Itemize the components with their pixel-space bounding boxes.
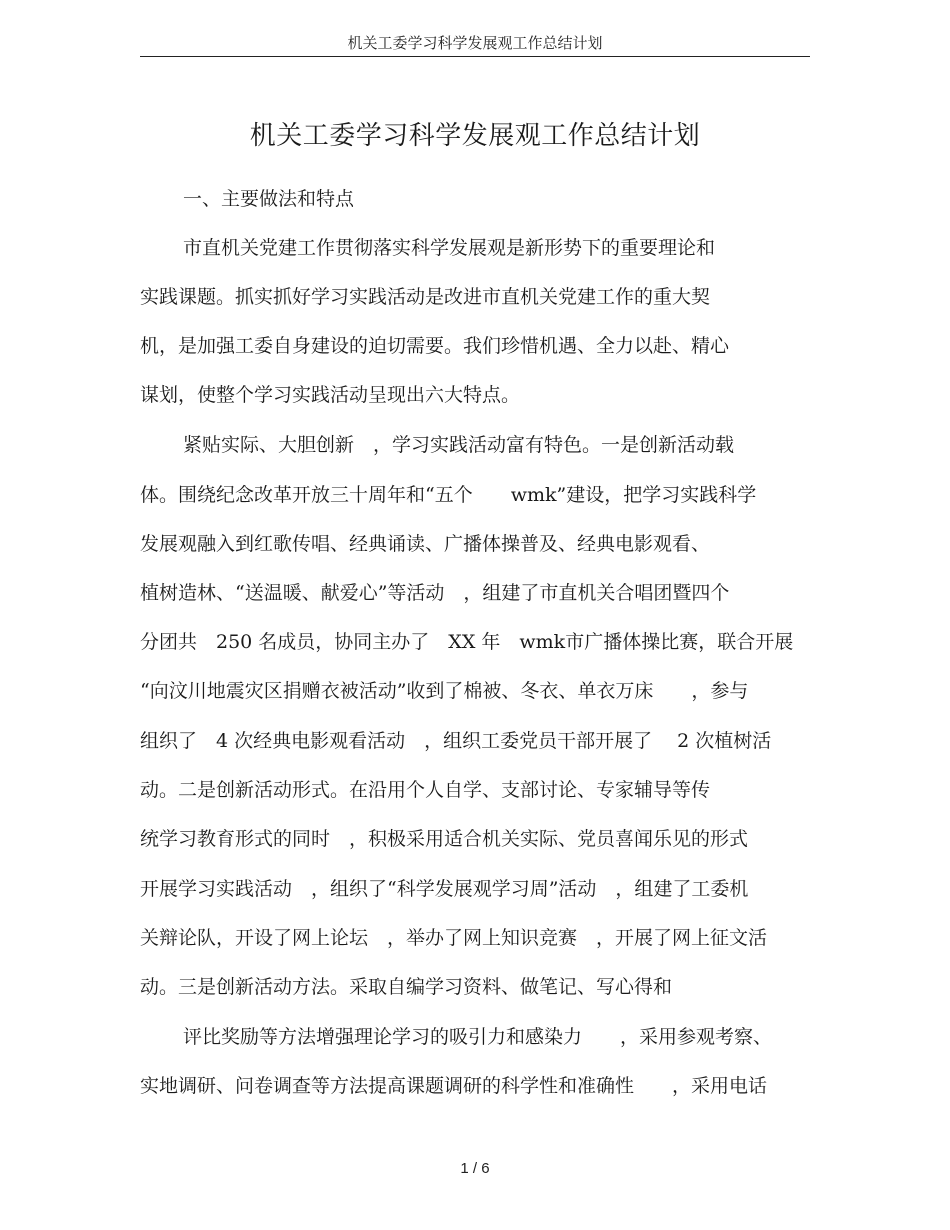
paragraph-line: 实践课题。抓实抓好学习实践活动是改进市直机关党建工作的重大契: [140, 286, 711, 308]
paragraph-line: 谋划，使整个学习实践活动呈现出六大特点。: [140, 384, 521, 406]
paragraph-line: 实地调研、问卷调查等方法提高课题调研的科学性和准确性 ，采用电话: [140, 1075, 768, 1097]
paragraph-line: 分团共 250 名成员，协同主办了 XX 年 wmk市广播体操比赛，联合开展: [140, 631, 794, 653]
paragraph-line: 组织了 4 次经典电影观看活动 ，组织工委党员干部开展了 2 次植树活: [140, 730, 772, 752]
paragraph-line: 开展学习实践活动 ，组织了“科学发展观学习周”活动 ，组建了工委机: [140, 878, 749, 900]
paragraph-line: 植树造林、“送温暖、献爱心”等活动 ，组建了市直机关合唱团暨四个: [140, 582, 730, 604]
paragraph-line: 市直机关党建工作贯彻落实科学发展观是新形势下的重要理论和: [183, 237, 716, 259]
paragraph-line: 关辩论队，开设了网上论坛 ，举办了网上知识竞赛 ，开展了网上征文活: [140, 927, 768, 949]
paragraph-line: 机，是加强工委自身建设的迫切需要。我们珍惜机遇、全力以赴、精心: [140, 335, 730, 357]
paragraph-line: 统学习教育形式的同时 ，积极采用适合机关实际、党员喜闻乐见的形式: [140, 828, 749, 850]
running-header: 机关工委学习科学发展观工作总结计划: [140, 30, 810, 57]
paragraph-line: 动。二是创新活动形式。在沿用个人自学、支部讨论、专家辅导等传: [140, 779, 711, 801]
paragraph-line: 体。围绕纪念改革开放三十周年和“五个 wmk”建设，把学习实践科学: [140, 484, 757, 506]
paragraph-line: 发展观融入到红歌传唱、经典诵读、广播体操普及、经典电影观看、: [140, 533, 711, 555]
paragraph-line: 评比奖励等方法增强理论学习的吸引力和感染力 ，采用参观考察、: [183, 1026, 773, 1048]
paragraph-line: “向汶川地震灾区捐赠衣被活动”收到了棉被、冬衣、单衣万床 ，参与: [140, 680, 749, 702]
paragraph-line: 动。三是创新活动方法。采取自编学习资料、做笔记、写心得和: [140, 976, 673, 998]
paragraph-line: 紧贴实际、大胆创新 ，学习实践活动富有特色。一是创新活动载: [183, 434, 735, 456]
section-heading: 一、主要做法和特点: [183, 188, 355, 210]
document-title: 机关工委学习科学发展观工作总结计划: [249, 121, 701, 151]
page-number: 1 / 6: [460, 1160, 490, 1177]
